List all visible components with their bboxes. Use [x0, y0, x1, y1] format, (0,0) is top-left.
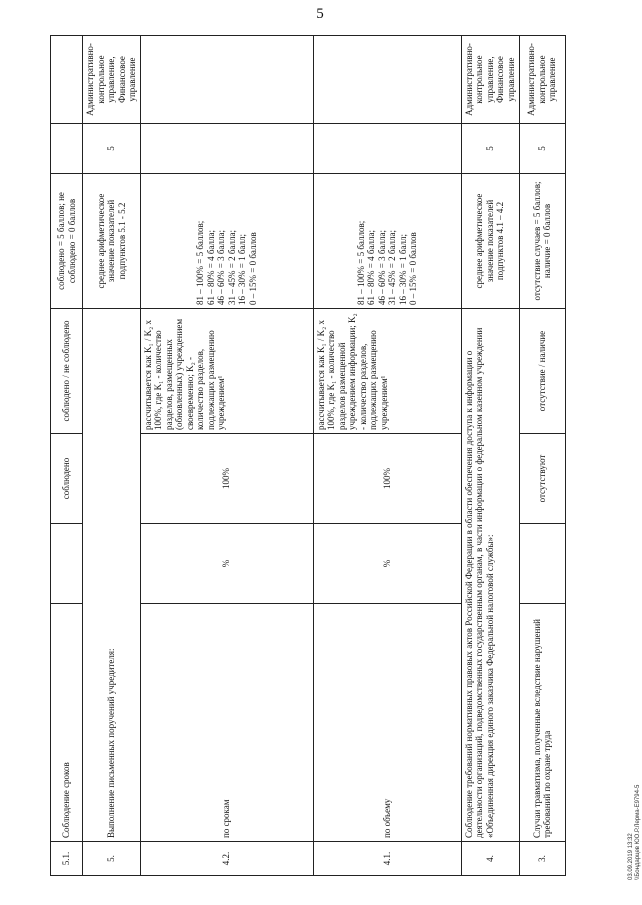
- document-footer-stamp: [628, 785, 642, 880]
- calc-method: отсутствие / наличие: [519, 309, 565, 434]
- indicator-name: по срокам: [140, 604, 313, 842]
- footer-path: \\Бондарцев ЮО.Р.Лерма-Е9794-5: [635, 784, 641, 880]
- responsible-cell: Административно-контрольное управление, Финансовое управление: [83, 36, 141, 124]
- score-criteria: отсутствие случаев = 5 баллов; наличие = 0 баллов: [519, 174, 565, 309]
- unit-cell: %: [313, 524, 461, 604]
- rotated-table-container: [50, 36, 556, 876]
- calc-method: рассчитывается как K₁ / K₂ x 100%, где K₁ - количество разделов, размещенных (обновленных) учреждением своевременно; K₂ - количество разделов, подлежащих размещению учреждением¹: [140, 309, 313, 434]
- points-cell: [140, 124, 313, 174]
- calc-method: рассчитывается как K₁ / K₂ x 100%, где K₁ - количество разделов размещенной учреждением информации; K₂ - количество разделов, подлежащих размещению учреждением¹: [313, 309, 461, 434]
- row-number: 5.1.: [51, 842, 83, 876]
- table-row-5-1: [51, 36, 83, 876]
- row-number: 5.: [83, 842, 141, 876]
- unit-cell: [51, 524, 83, 604]
- points-cell: [51, 124, 83, 174]
- score-criteria: 81 – 100% = 5 баллов; 61 – 80% = 4 балла; 46 – 60% = 3 балла; 31 – 45% = 2 балла; 16 – 30% = 1 балл; 0 – 15% = 0 баллов: [140, 174, 313, 309]
- score-criteria: среднее арифметическое значение показателей подпунктов 5.1 - 5.2: [83, 174, 141, 309]
- calc-method: соблюдено / не соблюдено: [51, 309, 83, 434]
- unit-cell: [519, 524, 565, 604]
- page-number: 5: [316, 6, 324, 22]
- indicator-name: Соблюдение сроков: [51, 604, 83, 842]
- points-value: 5: [461, 124, 519, 174]
- table-row-5: [83, 36, 141, 876]
- unit-cell: %: [140, 524, 313, 604]
- responsible-cell: [313, 36, 461, 124]
- responsible-cell: [140, 36, 313, 124]
- table-row-4: [461, 36, 519, 876]
- score-criteria: среднее арифметическое значение показателей подпунктов 4.1 – 4.2: [461, 174, 519, 309]
- footer-date: 03.09.2019 13:32: [628, 833, 634, 880]
- row-number: 4.1.: [313, 842, 461, 876]
- points-value: 5: [83, 124, 141, 174]
- points-value: 5: [519, 124, 565, 174]
- table-row-3: [519, 36, 565, 876]
- table-row-4-2: [140, 36, 313, 876]
- criteria-table: [50, 35, 566, 876]
- indicator-name: Соблюдение требований нормативных правовых актов Российской Федерации в области обеспечения доступа к информации о деятельности организаций, подведомственных государственным органам, в части информации о федеральном казенном учреждении «Объединенная дирекция единого заказчика Федеральной налоговой службы»:: [461, 309, 519, 842]
- indicator-name: по объему: [313, 604, 461, 842]
- row-number: 4.: [461, 842, 519, 876]
- responsible-cell: Административно-контрольное управление, Финансовое управление: [461, 36, 519, 124]
- points-cell: [313, 124, 461, 174]
- plan-value: отсутствуют: [519, 434, 565, 524]
- score-criteria: 81 – 100% = 5 баллов; 61 – 80% = 4 балла; 46 – 60% = 3 балла; 31 – 45% = 2 балла; 16 – 30% = 1 балл; 0 – 15% = 0 баллов: [313, 174, 461, 309]
- plan-value: соблюдено: [51, 434, 83, 524]
- plan-value: 100%: [140, 434, 313, 524]
- row-number: 3.: [519, 842, 565, 876]
- score-criteria: соблюдено = 5 баллов; не соблюдено = 0 баллов: [51, 174, 83, 309]
- row-number: 4.2.: [140, 842, 313, 876]
- indicator-name: Выполнение письменных поручений учредителя:: [83, 309, 141, 842]
- responsible-cell: Административно-контрольное управление: [519, 36, 565, 124]
- plan-value: 100%: [313, 434, 461, 524]
- table-row-4-1: [313, 36, 461, 876]
- responsible-cell: [51, 36, 83, 124]
- indicator-name: Случаи травматизма, полученные вследствие нарушений требований по охране труда: [519, 604, 565, 842]
